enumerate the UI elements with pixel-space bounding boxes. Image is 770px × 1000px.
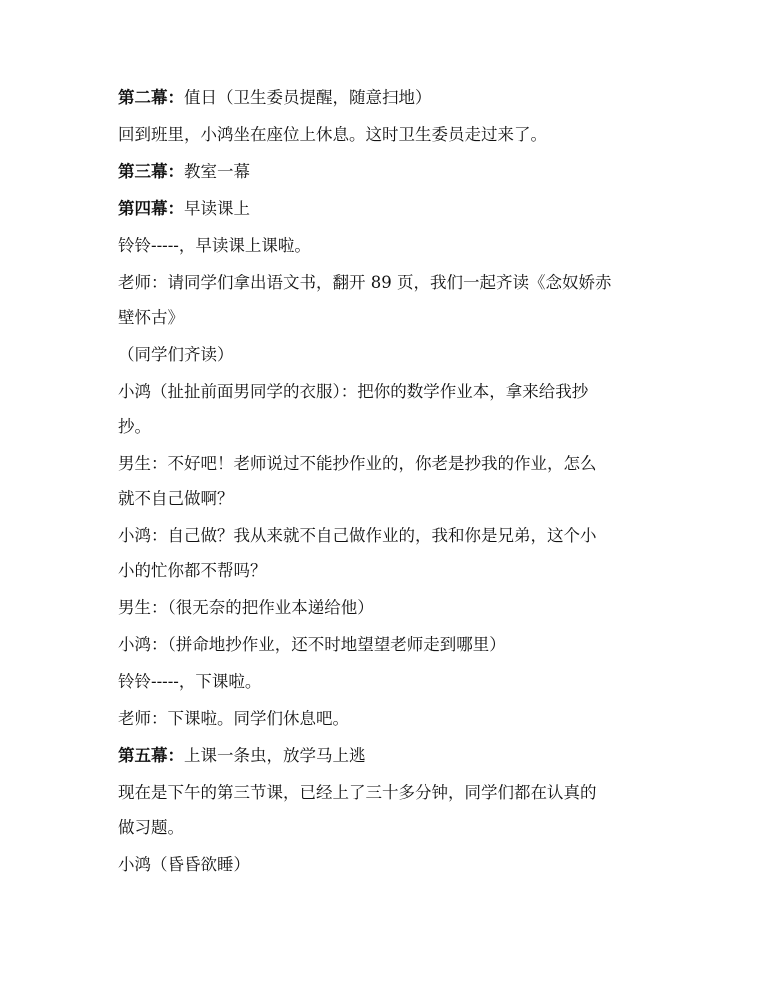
paragraph-line: 小鸿（昏昏欲睡） [118,855,250,874]
paragraph-line: 现在是下午的第三节课，已经上了三十多分钟，同学们都在认真的 [118,783,597,802]
paragraph-line: 小鸿：自己做？我从来就不自己做作业的，我和你是兄弟，这个小 [118,526,597,545]
scene-heading: 第三幕： [118,162,184,181]
document-page [118,86,663,890]
scene-heading: 第二幕： [118,88,184,107]
scene-heading-line [118,197,663,221]
paragraph-line: 男生：（很无奈的把作业本递给他） [118,598,374,617]
scene-title: 早读课上 [184,199,250,218]
scene-heading-line [118,744,663,768]
scene-heading-line [118,86,663,110]
paragraph-line: 老师：请同学们拿出语文书，翻开 89 页，我们一起齐读《念奴娇赤 [118,273,612,292]
scene-heading: 第四幕： [118,199,184,218]
paragraph-line: 小鸿：（拼命地抄作业，还不时地望望老师走到哪里） [118,635,506,654]
paragraph-line: 抄。 [118,417,151,436]
paragraph-line: 男生：不好吧！老师说过不能抄作业的，你老是抄我的作业，怎么 [118,454,597,473]
scene-title: 教室一幕 [184,162,250,181]
paragraph-line: （同学们齐读） [118,345,234,364]
paragraph-line: 回到班里，小鸿坐在座位上休息。这时卫生委员走过来了。 [118,125,547,144]
paragraph-line: 就不自己做啊？ [118,489,234,508]
scene-title: 值日（卫生委员提醒，随意扫地） [184,88,432,107]
paragraph-line: 小的忙你都不帮吗？ [118,561,267,580]
scene-heading-line [118,160,663,184]
paragraph-line: 壁怀古》 [118,308,184,327]
scene-heading: 第五幕： [118,746,184,765]
paragraph-line: 老师：下课啦。同学们休息吧。 [118,709,349,728]
paragraph-line: 做习题。 [118,818,184,837]
paragraph-line: 小鸿（扯扯前面男同学的衣服）：把你的数学作业本，拿来给我抄 [118,382,589,401]
paragraph-line: 铃铃-----，早读课上课啦。 [118,236,311,255]
scene-title: 上课一条虫，放学马上逃 [184,746,366,765]
paragraph-line: 铃铃-----，下课啦。 [118,672,262,691]
